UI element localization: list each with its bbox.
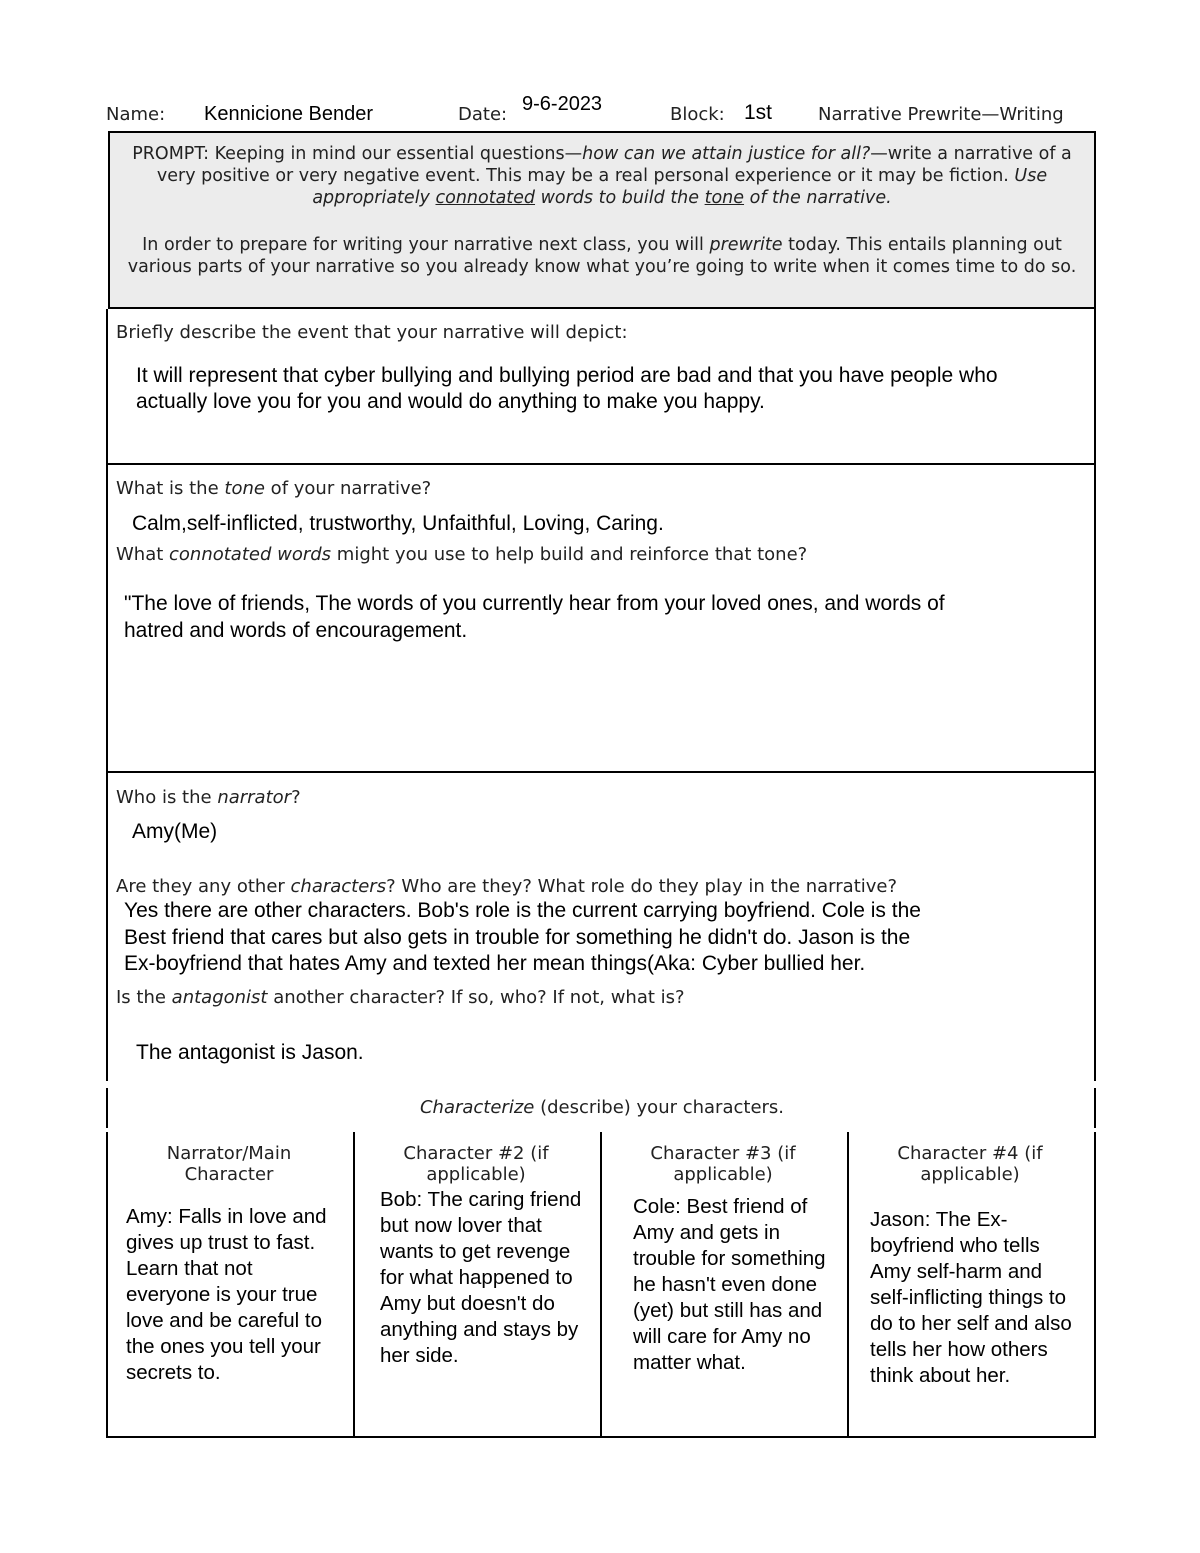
character-3-heading: Character #3 (if applicable) bbox=[650, 1143, 796, 1185]
table-border-right bbox=[1094, 309, 1096, 1081]
event-question: Briefly describe the event that your narrative will depict: bbox=[116, 322, 628, 343]
narrator-question: Who is the narrator? bbox=[116, 787, 301, 808]
date-label: Date: bbox=[458, 104, 508, 125]
narrator-answer[interactable]: Amy(Me) bbox=[132, 820, 218, 843]
block-label: Block: bbox=[670, 104, 725, 125]
characters-question: Are they any other characters? Who are they? What role do they play in the narrative? bbox=[116, 876, 898, 897]
character-2-heading: Character #2 (if applicable) bbox=[403, 1143, 549, 1185]
character-4-heading: Character #4 (if applicable) bbox=[897, 1143, 1043, 1185]
row-divider bbox=[106, 463, 1096, 465]
character-4-description[interactable]: Jason: The Ex-boyfriend who tells Amy self-harm and self-inflicting things to do to her self and also tells her how others think about her. bbox=[870, 1208, 1072, 1387]
page-title: Narrative Prewrite—Writing bbox=[818, 104, 1064, 125]
connotated-words-answer-line-2[interactable]: hatred and words of encouragement. bbox=[124, 619, 468, 642]
prompt-paragraph-2: In order to prepare for writing your narrative next class, you will prewrite today. This entails planning out various parts of your narrative so you already know what you’re going to write when it comes time to do so. bbox=[127, 235, 1077, 277]
grid-divider bbox=[600, 1132, 602, 1438]
grid-divider bbox=[847, 1132, 849, 1438]
character-1-heading: Narrator/Main Character bbox=[166, 1143, 292, 1185]
grid-border-left bbox=[106, 1132, 108, 1438]
block-field[interactable]: 1st bbox=[744, 101, 773, 124]
name-label: Name: bbox=[106, 104, 166, 125]
connotated-words-answer-line-1[interactable]: "The love of friends, The words of you currently hear from your loved ones, and words of bbox=[124, 592, 945, 615]
antagonist-question: Is the antagonist another character? If so, who? If not, what is? bbox=[116, 987, 685, 1008]
date-field[interactable]: 9-6-2023 bbox=[522, 93, 603, 115]
row-divider bbox=[106, 771, 1096, 773]
tone-answer[interactable]: Calm,self-inflicted, trustworthy, Unfaithful, Loving, Caring. bbox=[132, 512, 664, 535]
event-answer-line-2[interactable]: actually love you for you and would do anything to make you happy. bbox=[136, 390, 765, 413]
grid-border-right bbox=[1094, 1132, 1096, 1438]
grid-border-bottom bbox=[106, 1436, 1096, 1438]
characters-answer-line-1[interactable]: Yes there are other characters. Bob's role is the current carrying boyfriend. Cole is the bbox=[124, 899, 921, 922]
table-border-left bbox=[106, 309, 108, 1081]
character-1-description[interactable]: Amy: Falls in love and gives up trust to fast. Learn that not everyone is your true love and be careful to the ones you tell your secrets to. bbox=[126, 1205, 327, 1384]
character-3-description[interactable]: Cole: Best friend of Amy and gets in trouble for something he hasn't even done (yet) but still has and will care for Amy no matter what. bbox=[633, 1195, 826, 1374]
prompt-paragraph-1: PROMPT: Keeping in mind our essential questions—how can we attain justice for all?—write a narrative of a very positive or very negative event. This may be a real personal experience or it may be fiction. Use appropriately connotated words to build the tone of the narrative. bbox=[132, 144, 1072, 208]
name-field[interactable]: Kennicione Bender bbox=[204, 103, 374, 125]
characters-answer-line-2[interactable]: Best friend that cares but also gets in trouble for something he didn't do. Jason is the bbox=[124, 926, 911, 949]
character-2-description[interactable]: Bob: The caring friend but now lover that wants to get revenge for what happened to Amy but doesn't do anything and stays by her side. bbox=[380, 1188, 582, 1367]
grid-divider bbox=[353, 1132, 355, 1438]
antagonist-answer[interactable]: The antagonist is Jason. bbox=[136, 1041, 364, 1064]
event-answer-line-1[interactable]: It will represent that cyber bullying and bullying period are bad and that you have people who bbox=[136, 364, 998, 387]
characterize-heading: Characterize (describe) your characters. bbox=[419, 1097, 785, 1118]
tone-question: What is the tone of your narrative? bbox=[116, 478, 432, 499]
characters-answer-line-3[interactable]: Ex-boyfriend that hates Amy and texted her mean things(Aka: Cyber bullied her. bbox=[124, 952, 866, 975]
connotated-words-question: What connotated words might you use to help build and reinforce that tone? bbox=[116, 544, 808, 565]
